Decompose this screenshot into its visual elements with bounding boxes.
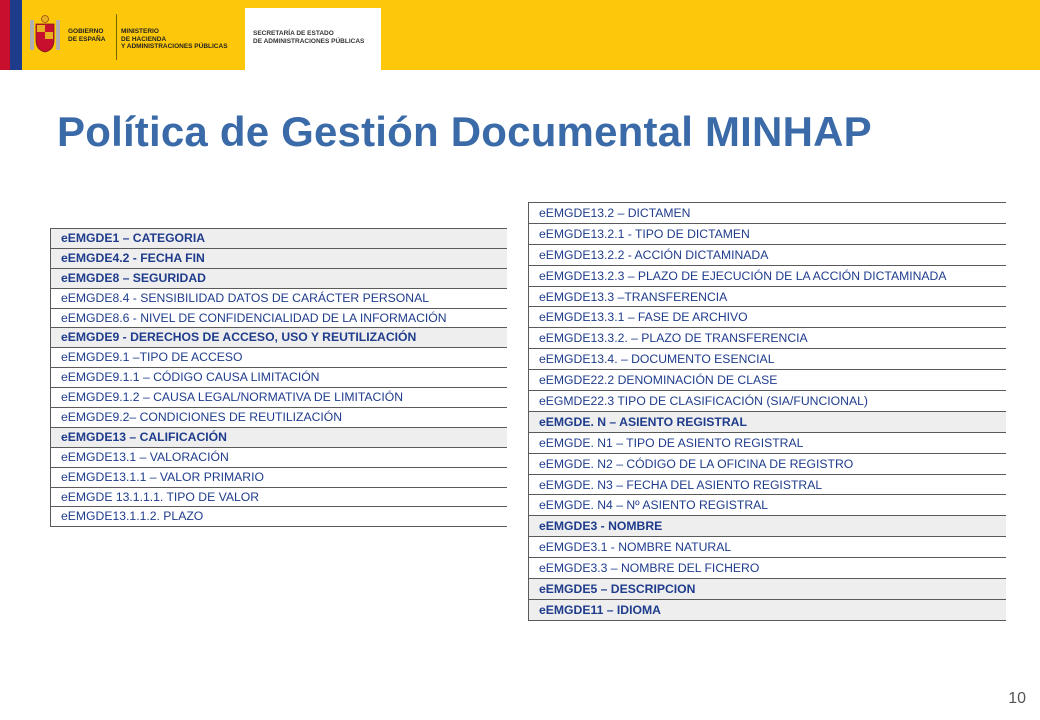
table-row: eEMGDE13.4. – DOCUMENTO ESENCIAL [529,349,1006,370]
table-row: eEMGDE8 – SEGURIDAD [51,269,507,289]
table-row: eEMGDE13.1.1.2. PLAZO [51,507,507,527]
eu-flag-red [0,0,10,70]
table-row: eEMGDE13.1.1 – VALOR PRIMARIO [51,468,507,488]
table-row: eEMGDE8.6 - NIVEL DE CONFIDENCIALIDAD DE LA INFORMACIÓN [51,309,507,329]
table-row: eEMGDE13.3 –TRANSFERENCIA [529,287,1006,308]
table-row: eEMGDE. N4 – Nº ASIENTO REGISTRAL [529,495,1006,516]
secretary-label: SECRETARÍA DE ESTADO DE ADMINISTRACIONES PÚBLICAS [253,30,365,45]
table-row: eEMGDE4.2 - FECHA FIN [51,249,507,269]
table-row: eEGMDE22.3 TIPO DE CLASIFICACIÓN (SIA/FUNCIONAL) [529,391,1006,412]
table-row: eEMGDE22.2 DENOMINACIÓN DE CLASE [529,370,1006,391]
table-row: eEMGDE8.4 - SENSIBILIDAD DATOS DE CARÁCTER PERSONAL [51,289,507,309]
table-row: eEMGDE. N – ASIENTO REGISTRAL [529,412,1006,433]
table-row: eEMGDE13.3.2. – PLAZO DE TRANSFERENCIA [529,328,1006,349]
table-row: eEMGDE11 – IDIOMA [529,600,1006,621]
left-metadata-table [50,228,507,527]
header-band [0,0,1040,70]
table-row: eEMGDE. N3 – FECHA DEL ASIENTO REGISTRAL [529,475,1006,496]
table-row: eEMGDE. N2 – CÓDIGO DE LA OFICINA DE REGISTRO [529,454,1006,475]
table-row: eEMGDE 13.1.1.1. TIPO DE VALOR [51,488,507,508]
table-row: eEMGDE13.1 – VALORACIÓN [51,448,507,468]
ministry-label: MINISTERIO DE HACIENDA Y ADMINISTRACIONES PÚBLICAS [121,28,228,50]
table-row: eEMGDE3.3 – NOMBRE DEL FICHERO [529,558,1006,579]
secretary-box [245,8,381,70]
table-row: eEMGDE13 – CALIFICACIÓN [51,428,507,448]
table-row: eEMGDE13.3.1 – FASE DE ARCHIVO [529,307,1006,328]
page-number: 10 [1008,690,1026,707]
table-row: eEMGDE13.2.2 - ACCIÓN DICTAMINADA [529,245,1006,266]
government-label: GOBIERNO DE ESPAÑA [68,28,106,43]
table-row: eEMGDE3.1 - NOMBRE NATURAL [529,537,1006,558]
table-row: eEMGDE. N1 – TIPO DE ASIENTO REGISTRAL [529,433,1006,454]
coat-of-arms-icon [28,14,62,54]
table-row: eEMGDE9 - DERECHOS DE ACCESO, USO Y REUTILIZACIÓN [51,328,507,348]
eu-flag-icon: ★ ★ ★ ★ ★ [10,0,22,70]
table-row: eEMGDE13.2 – DICTAMEN [529,203,1006,224]
header-divider [116,14,117,60]
right-metadata-table [528,202,1006,621]
table-row: eEMGDE9.1.1 – CÓDIGO CAUSA LIMITACIÓN [51,368,507,388]
table-row: eEMGDE5 – DESCRIPCION [529,579,1006,600]
table-row: eEMGDE9.1 –TIPO DE ACCESO [51,348,507,368]
table-row: eEMGDE13.2.1 - TIPO DE DICTAMEN [529,224,1006,245]
table-row: eEMGDE1 – CATEGORIA [51,229,507,249]
table-row: eEMGDE9.2– CONDICIONES DE REUTILIZACIÓN [51,408,507,428]
table-row: eEMGDE3 - NOMBRE [529,516,1006,537]
table-row: eEMGDE9.1.2 – CAUSA LEGAL/NORMATIVA DE LIMITACIÓN [51,388,507,408]
table-row: eEMGDE13.2.3 – PLAZO DE EJECUCIÓN DE LA ACCIÓN DICTAMINADA [529,266,1006,287]
page-title: Política de Gestión Documental MINHAP [57,108,872,155]
